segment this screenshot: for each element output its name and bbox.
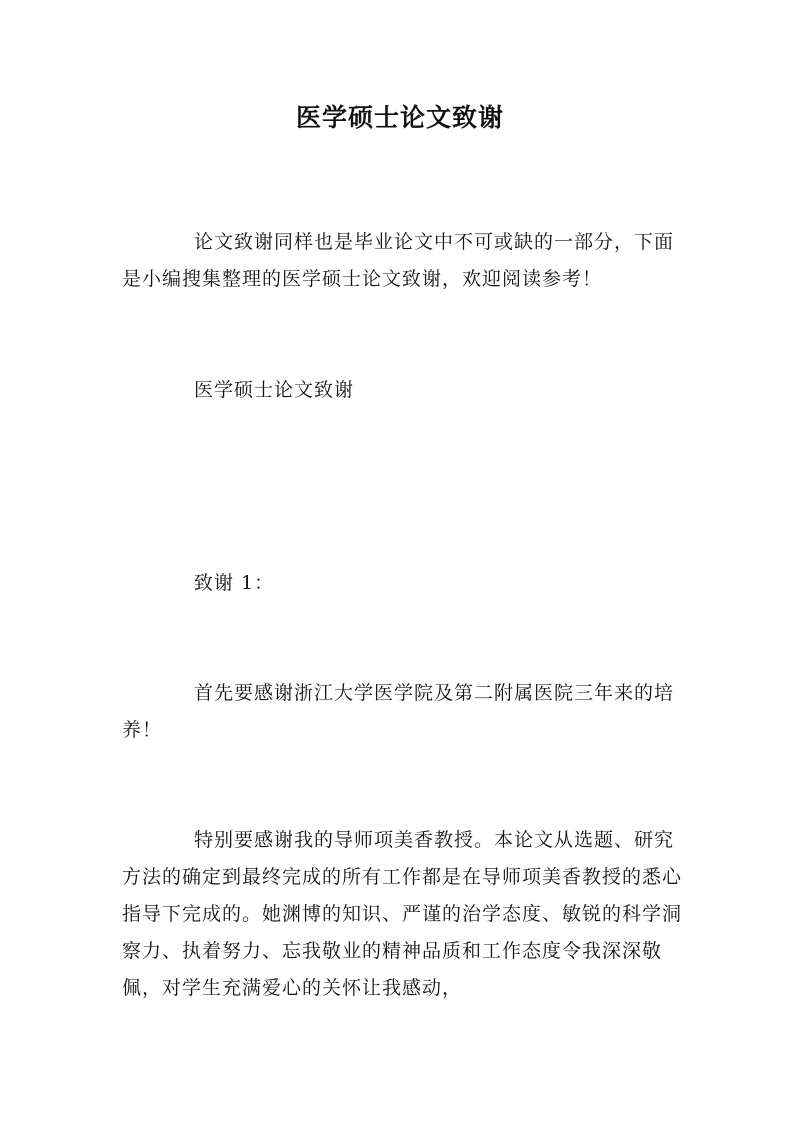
acknowledgement-paragraph-2: 特别要感谢我的导师项美香教授。本论文从选题、研究方法的确定到最终完成的所有工作都是在导师项美香教授的悉心指导下完成的。她渊博的知识、严谨的治学态度、敏锐的科学洞察力、执着努力、忘我敬业的精神品质和工作态度令我深深敬佩，对学生充满爱心的关怀让我感动， <box>122 829 683 999</box>
section-subtitle: 医学硕士论文致谢 <box>194 379 355 401</box>
intro-paragraph: 论文致谢同样也是毕业论文中不可或缺的一部分，下面是小编搜集整理的医学硕士论文致谢，欢迎阅读参考！ <box>122 231 675 290</box>
acknowledgement-label: 致谢 1： <box>194 572 275 594</box>
acknowledgement-paragraph-1: 首先要感谢浙江大学医学院及第二附属医院三年来的培养！ <box>122 682 675 741</box>
document-title: 医学硕士论文致谢 <box>295 103 504 132</box>
